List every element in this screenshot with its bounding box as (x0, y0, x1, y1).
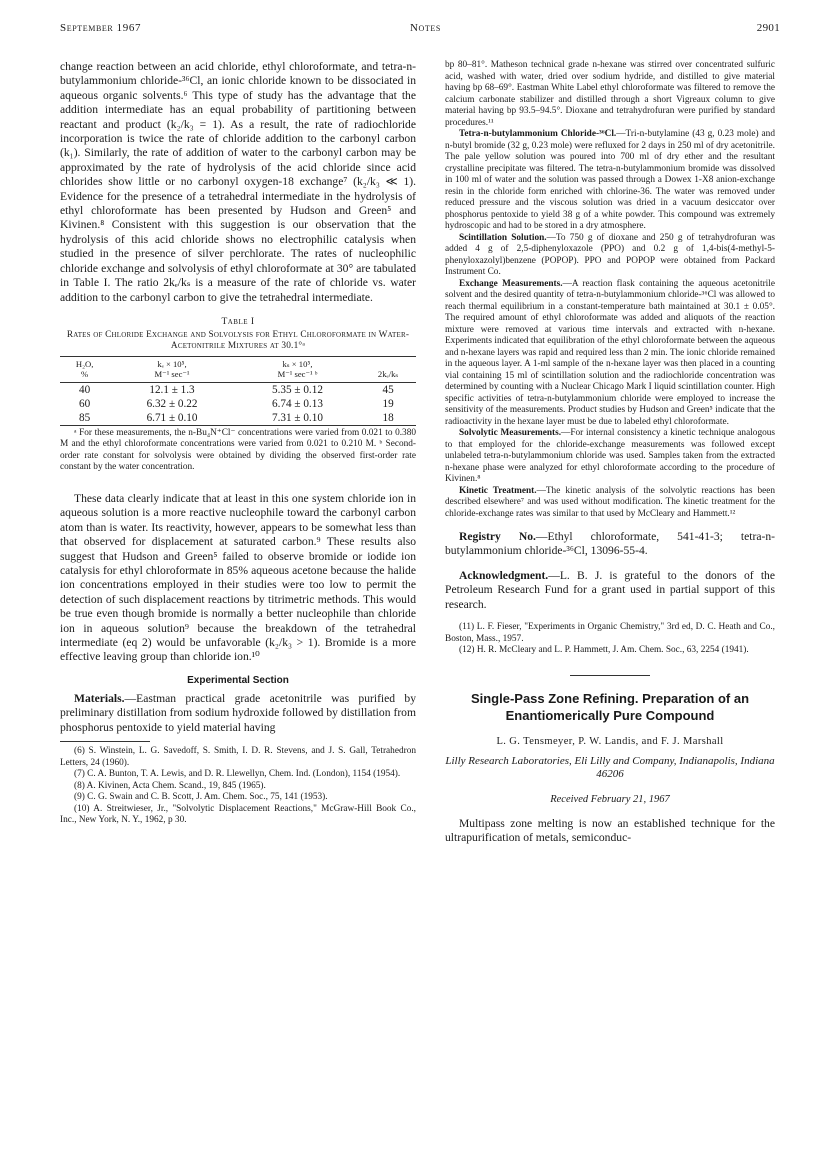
table-header-water: H₂O, % (60, 356, 109, 382)
exchange-text: —A reaction flask containing the aqueous acetonitrile solvent and the desired quantity of tetra-n-butylammonium chloride-³⁶Cl was allowed to reach thermal equilibrium in a constant-temperature bath maintained at 30.1 ± 0.05°. The required amount of ethyl chloroformate was added and aliquots of the reaction mixture were removed at various time intervals and extracted with n-hexane. Experiments indicated that equilibration of the ethyl chloroformate between the aqueous and n-hexane layers was rapid and required less than 2 min. The ionic chloride remained in the aqueous layer. A 1-ml sample of the n-hexane layer was then placed in a counting vial containing 15 ml of scintillation solution and the radiochloride concentration was determined by counting with a Nuclear Chicago Mark I liquid scintillation counter. High specific activities of tetra-n-butylammonium chloride were employed to increase the sensitivity of the measurements. Product studies by Hudson and Green⁵ indicate that the radioactivity in the hexane layer must be due to labeled ethyl chloroformate. (445, 278, 775, 427)
tetra-label: Tetra-n-butylammonium Chloride-³⁶Cl. (459, 129, 617, 139)
left-column (60, 60, 416, 827)
table-footnote: ᵃ For these measurements, the n-Bu₄N⁺Cl⁻ concentrations were varied from 0.021 to 0.380 M and the ethyl chloroformate concentrations were varied from 0.021 to 0.210 M. ᵇ Second-order rate constant for solvolysis were obtained by dividing the observed first-order rate constant by the water concentration. (60, 427, 416, 473)
kinetic-paragraph (445, 486, 775, 521)
kinetic-label: Kinetic Treatment. (459, 485, 537, 496)
table-header-row (60, 356, 416, 382)
table-row (60, 411, 416, 426)
exchange-label: Exchange Measurements. (459, 278, 563, 289)
materials-text: —Eastman practical grade acetonitrile was purified by preliminary distillation from sodium hydroxide followed by distillation from phosphorus pentoxide to yield material having (60, 691, 416, 734)
footnote-11: (11) L. F. Fieser, "Experiments in Organic Chemistry," 3rd ed, D. C. Heath and Co., Boston, Mass., 1957. (445, 622, 775, 644)
table-cell: 5.35 ± 0.12 (272, 383, 323, 396)
table-row (60, 397, 416, 411)
exchange-paragraph (445, 279, 775, 429)
footnote-7: (7) C. A. Bunton, T. A. Lewis, and D. R. Llewellyn, Chem. Ind. (London), 1154 (1954). (74, 769, 401, 779)
table-cell: 6.74 ± 0.13 (272, 397, 323, 410)
running-header-section: Notes (410, 22, 441, 34)
footnote-6: (6) S. Winstein, L. G. Savedoff, S. Smith, I. D. R. Stevens, and J. S. Gall, Tetrahedron Letters, 24 (1960). (60, 746, 416, 768)
table-header-ratio: 2kₑ/kₛ (360, 356, 416, 382)
registry-label: Registry No. (459, 530, 536, 543)
scintillation-text: —To 750 g of dioxane and 250 g of tetrahydrofuran was added 4 g of 2,5-diphenyloxazole (PPO) and 0.2 g of 1,4-bis(4-methyl-5-phenyloxazolyl)benzene (POPOP). PPO and POPOP were obtained from Packard Instrument Co. (445, 232, 775, 277)
footnote-12: (12) H. R. McCleary and L. P. Hammett, J. Am. Chem. Soc., 63, 2254 (1941). (459, 645, 749, 656)
discussion-paragraph: These data clearly indicate that at least in this one system chloride ion in aqueous solution is a more reactive nucleophile toward the carbonyl carbon atom than is water. Its reactivity, however, appears to be somewhat less than that observed for displacement at saturated carbon.⁹ These results also suggest that Hudson and Green⁵ failed to observe bromide or iodide ion catalysis for ethyl chloroformate in 85% aqueous acetone because the halide ion concentrations employed in their studies were too low to permit the detection of such displacement reactions by titrimetric methods. This would be true even though bromide is normally a better nucleophile than chloride ion in aqueous solution⁹ because the breakdown of the tetrahedral intermediate (eq 2) would be unfavorable (k₂/k₃ > 1). Bromide is a more effective leaving group than chloride ion.¹⁰ (60, 491, 416, 664)
solvolytic-text: —For internal consistency a kinetic technique analogous to that employed for the chloride-exchange measurements was followed except unlabeled tetra-n-butylammonium chloride was used. Samples taken from the extracted n-hexane phase were analyzed for ethyl chloroformate according to the procedure of Kivinen.⁸ (445, 428, 776, 484)
table-header-ke: kₑ × 10⁵, M⁻¹ sec⁻¹ (109, 356, 234, 382)
acknowledgment-paragraph (445, 569, 775, 612)
table-header-ks: kₛ × 10⁵, M⁻¹ sec⁻¹ ᵇ (235, 356, 360, 382)
table-cell: 45 (382, 383, 394, 396)
registry-paragraph (445, 530, 775, 559)
table-title: Table I (221, 316, 255, 327)
materials-continued: bp 80–81°. Matheson technical grade n-hexane was stirred over concentrated sulfuric acid, washed with water, dried over sodium hydride, and distilled to give material having bp 68–69°. Eastman White Label ethyl chloroformate was filtered to remove the calcium carbonate stabilizer and distilled through a short Vigreaux column to give material having bp 93.5–94.5°. Dioxane and tetrahydrofuran were purified by standard procedures.¹¹ (445, 60, 775, 128)
table-cell: 7.31 ± 0.10 (272, 411, 323, 424)
next-article-affiliation: Lilly Research Laboratories, Eli Lilly and Company, Indianapolis, Indiana 46206 (445, 754, 775, 781)
rates-table (60, 356, 416, 426)
experimental-heading: Experimental Section (187, 674, 289, 686)
footnote-rule (60, 741, 150, 742)
next-article-title: Single-Pass Zone Refining. Preparation of an Enantiomerically Pure Compound (470, 690, 750, 723)
running-header-date: September 1967 (60, 22, 142, 34)
table-cell: 85 (79, 411, 91, 424)
table-cell: 6.71 ± 0.10 (146, 411, 198, 424)
table-row (60, 382, 416, 397)
footnote-9: (9) C. G. Swain and C. B. Scott, J. Am. Chem. Soc., 75, 141 (1953). (74, 792, 328, 802)
table-cell: 60 (79, 397, 91, 410)
next-article-authors: L. G. Tensmeyer, P. W. Landis, and F. J. Marshall (496, 735, 724, 747)
solvolytic-label: Solvolytic Measurements. (459, 428, 562, 438)
materials-label: Materials. (74, 691, 125, 705)
page-number: 2901 (756, 22, 780, 34)
intro-paragraph: change reaction between an acid chloride, ethyl chloroformate, and tetra-n-butylammonium chloride-³⁶Cl, an ionic chloride known to be dissociated in aqueous organic solvents.⁶ This type of study has the advantage that the addition intermediate has an equal probability of partitioning between reactant and product (k₂/k₃ = 1). As a result, the rate of radiochloride incorporation is twice the rate of chloride addition to the carbonyl carbon (k₁). Similarly, the rate of addition of water to the carbonyl carbon may be approximated by the rate of hydrolysis of the acid chloride since acid chlorides show little or no carbonyl oxygen-18 exchange⁷ (k₂/k₃ ≪ 1). Evidence for the presence of a tetrahedral intermediate in the hydrolysis of ethyl chloroformate has been presented by Hudson and Green⁵ and Kivinen.⁸ Consistent with this suggestion is our observation that the hydrolysis of this acid chloride shows no electrophilic catalysis when studied in the presence of silver perchlorate. The rates of nucleophilic chloride exchange and solvolysis of ethyl chloroformate at 30° are tabulated in Table I. The ratio 2kₑ/kₛ is a measure of the rate of chloride vs. water addition to the carbonyl carbon to give the tetrahedral intermediate. (60, 60, 416, 304)
acknowledgment-text: —L. B. J. is grateful to the donors of the Petroleum Research Fund for a grant used in partial support of this research. (445, 568, 775, 611)
table-cell: 19 (382, 397, 394, 410)
next-article-opening: Multipass zone melting is now an established technique for the ultrapurification of metals, semiconduc- (445, 816, 775, 844)
tetra-text: —Tri-n-butylamine (43 g, 0.23 mole) and n-butyl bromide (32 g, 0.23 mole) were refluxed for 2 days in 250 ml of dry acetonitrile. The pale yellow solution was poured into 700 ml of dry ether and the resultant crystalline precipitate was filtered. The tetra-n-butylammonium bromide was dissolved in 100 ml of water and the solution was passed through a Dowex 1-X8 anion-exchange resin in the chloride form enriched with chlorine-36. The water was removed under reduced pressure and the viscous solution was dried in a vacuum desiccator over phosphorus pentoxide to yield 38 g of a white powder. This compound was extremely hydroscopic and had to be stored in a dry atmosphere. (445, 129, 775, 231)
scintillation-label: Scintillation Solution. (459, 232, 547, 243)
next-article-received: Received February 21, 1967 (550, 793, 670, 805)
footnote-10: (10) A. Streitwieser, Jr., "Solvolytic Displacement Reactions," McGraw-Hill Book Co., Inc., New York, N. Y., 1962, p 30. (60, 803, 416, 825)
kinetic-text: —The kinetic analysis of the solvolytic reactions has been described elsewhere⁷ and was used without modification. The kinetic treatment for the chloride-exchange rates was similar to that used by McCleary and Hammett.¹² (445, 485, 775, 519)
table-cell: 40 (79, 383, 91, 396)
table-cell: 6.32 ± 0.22 (146, 397, 198, 410)
table-cell: 18 (382, 411, 394, 424)
registry-text: —Ethyl chloroformate, 541-41-3; tetra-n-butylammonium chloride-³⁶Cl, 13096-55-4. (445, 530, 776, 558)
solvolytic-paragraph (445, 428, 775, 486)
table-caption: Rates of Chloride Exchange and Solvolysis for Ethyl Chloroformate in Water-Acetonitrile Mixtures at 30.1°ᵃ (66, 329, 410, 352)
acknowledgment-label: Acknowledgment. (459, 568, 549, 582)
footnote-8: (8) A. Kivinen, Acta Chem. Scand., 19, 845 (1965). (74, 780, 266, 791)
article-separator (570, 675, 650, 676)
materials-paragraph (60, 692, 416, 735)
right-column (445, 60, 775, 845)
scintillation-paragraph (445, 233, 775, 279)
table-cell: 12.1 ± 1.3 (149, 383, 195, 396)
tetra-paragraph (445, 129, 775, 233)
